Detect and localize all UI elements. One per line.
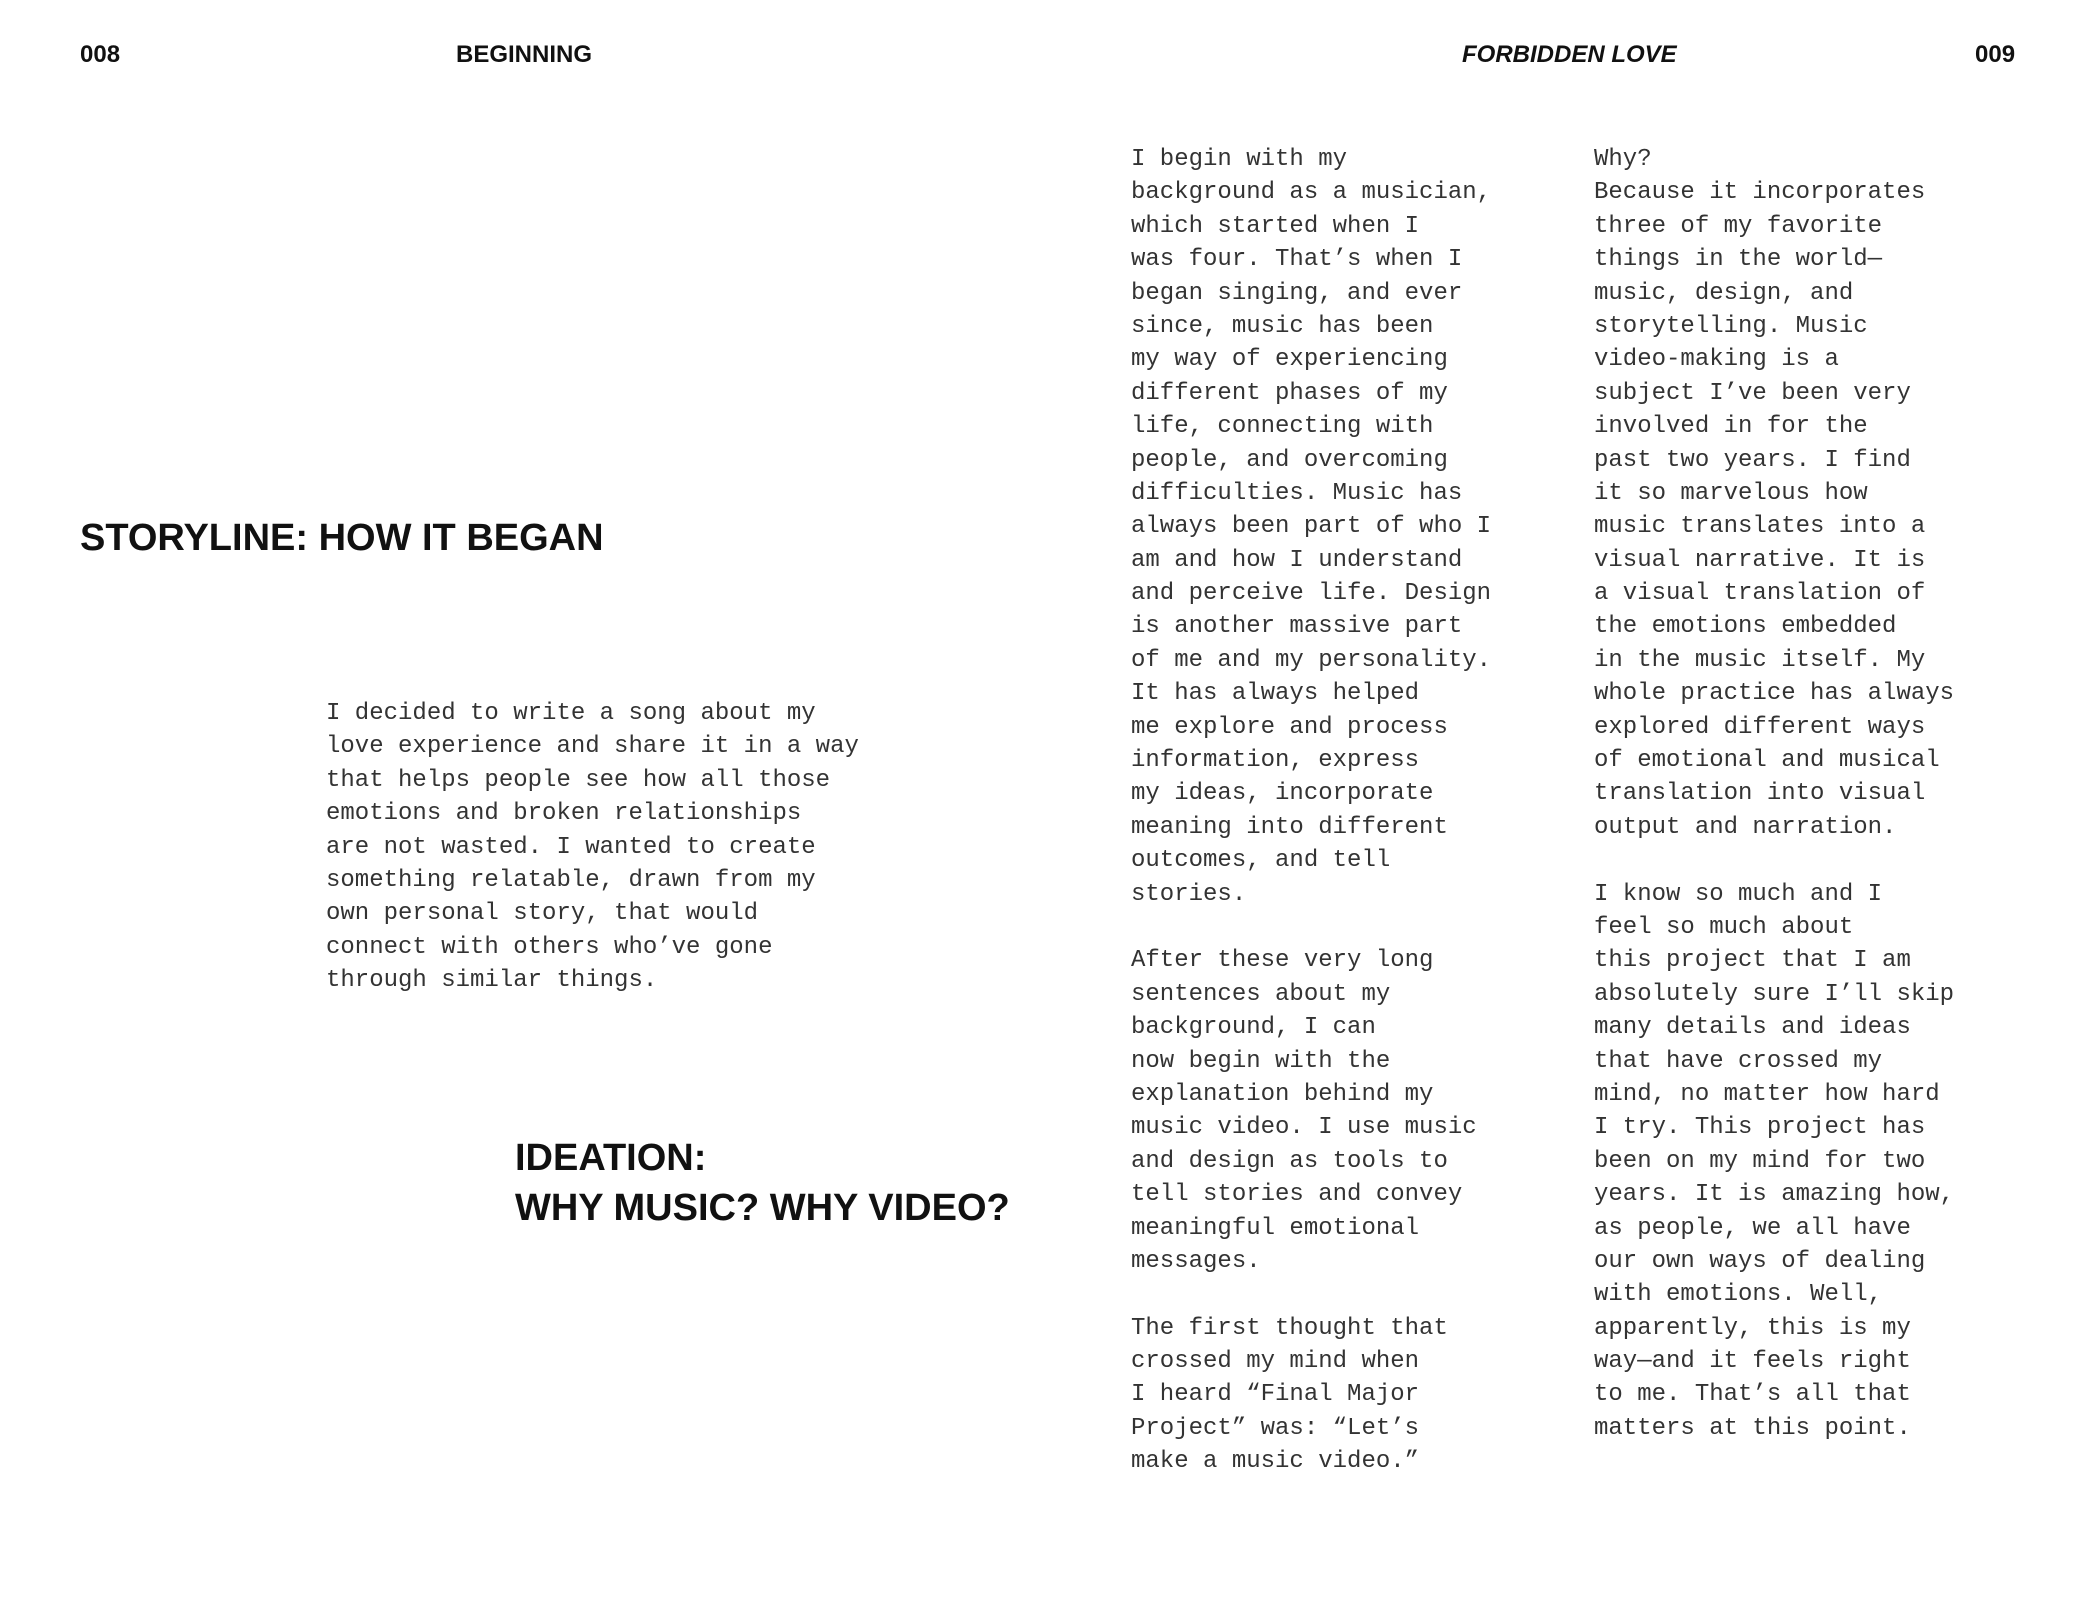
text-line: visual narrative. It is bbox=[1594, 546, 1926, 574]
text-line: whole practice has always bbox=[1594, 680, 1955, 708]
text-line: meaningful emotional bbox=[1131, 1214, 1420, 1242]
text-line: way—and it feels right bbox=[1594, 1348, 1911, 1376]
text-line: music, design, and bbox=[1594, 279, 1854, 307]
text-line: been on my mind for two bbox=[1594, 1147, 1926, 1175]
body-column-1 bbox=[1131, 143, 1491, 1479]
text-line: explanation behind my bbox=[1131, 1080, 1434, 1108]
text-line: music translates into a bbox=[1594, 513, 1926, 541]
text-line: apparently, this is my bbox=[1594, 1314, 1911, 1342]
text-line: explored different ways bbox=[1594, 713, 1926, 741]
text-line: I try. This project has bbox=[1594, 1114, 1926, 1142]
text-line: connect with others who’ve gone bbox=[326, 933, 773, 961]
text-line: the emotions embedded bbox=[1594, 613, 1897, 641]
text-line: my ideas, incorporate bbox=[1131, 780, 1434, 808]
paragraph-break bbox=[1131, 1278, 1491, 1311]
text-line: I heard “Final Major bbox=[1131, 1381, 1420, 1409]
text-line: of emotional and musical bbox=[1594, 747, 1940, 775]
text-line: background, I can bbox=[1131, 1014, 1376, 1042]
text-line: tell stories and convey bbox=[1131, 1181, 1463, 1209]
section-title-storyline: STORYLINE: HOW IT BEGAN bbox=[80, 517, 604, 559]
text-line: as people, we all have bbox=[1594, 1214, 1911, 1242]
text-line: and perceive life. Design bbox=[1131, 580, 1492, 608]
text-line: it so marvelous how bbox=[1594, 479, 1868, 507]
text-line: am and how I understand bbox=[1131, 546, 1463, 574]
text-line: which started when I bbox=[1131, 212, 1420, 240]
text-line: are not wasted. I wanted to create bbox=[326, 833, 816, 861]
text-line: in the music itself. My bbox=[1594, 646, 1926, 674]
text-line: years. It is amazing how, bbox=[1594, 1181, 1955, 1209]
text-line: me explore and process bbox=[1131, 713, 1448, 741]
text-line: a visual translation of bbox=[1594, 580, 1926, 608]
text-line: crossed my mind when bbox=[1131, 1348, 1420, 1376]
text-line: three of my favorite bbox=[1594, 212, 1883, 240]
text-line: to me. That’s all that bbox=[1594, 1381, 1911, 1409]
ideation-title-line-2: WHY MUSIC? WHY VIDEO? bbox=[515, 1187, 1010, 1229]
text-line: mind, no matter how hard bbox=[1594, 1080, 1940, 1108]
text-line: and design as tools to bbox=[1131, 1147, 1448, 1175]
text-line: absolutely sure I’ll skip bbox=[1594, 980, 1955, 1008]
text-line: video-making is a bbox=[1594, 346, 1839, 374]
text-line: music video. I use music bbox=[1131, 1114, 1477, 1142]
text-line: translation into visual bbox=[1594, 780, 1926, 808]
text-line: sentences about my bbox=[1131, 980, 1391, 1008]
text-line: my way of experiencing bbox=[1131, 346, 1448, 374]
text-line: love experience and share it in a way bbox=[326, 733, 859, 761]
right-running-head: FORBIDDEN LOVE bbox=[1462, 41, 1677, 68]
text-line: own personal story, that would bbox=[326, 900, 759, 928]
right-page-number: 009 bbox=[1975, 41, 2016, 68]
text-line: that have crossed my bbox=[1594, 1047, 1883, 1075]
text-line: outcomes, and tell bbox=[1131, 847, 1391, 875]
text-line: different phases of my bbox=[1131, 379, 1448, 407]
text-line: information, express bbox=[1131, 747, 1420, 775]
text-line: meaning into different bbox=[1131, 813, 1448, 841]
text-line: feel so much about bbox=[1594, 913, 1854, 941]
text-line: people, and overcoming bbox=[1131, 446, 1448, 474]
text-line: I decided to write a song about my bbox=[326, 700, 816, 727]
text-line: After these very long bbox=[1131, 947, 1434, 975]
text-line: was four. That’s when I bbox=[1131, 246, 1463, 274]
text-line: life, connecting with bbox=[1131, 413, 1434, 441]
text-line: matters at this point. bbox=[1594, 1414, 1911, 1442]
text-line: Project” was: “Let’s bbox=[1131, 1414, 1420, 1442]
text-line: things in the world— bbox=[1594, 246, 1883, 274]
left-running-head: BEGINNING bbox=[456, 41, 593, 68]
paragraph-break bbox=[1594, 844, 1954, 877]
text-line: subject I’ve been very bbox=[1594, 379, 1911, 407]
text-line: many details and ideas bbox=[1594, 1014, 1911, 1042]
text-line: something relatable, drawn from my bbox=[326, 866, 816, 894]
text-line: background as a musician, bbox=[1131, 179, 1492, 207]
text-line: of me and my personality. bbox=[1131, 646, 1492, 674]
text-line: with emotions. Well, bbox=[1594, 1281, 1883, 1309]
text-line: stories. bbox=[1131, 880, 1247, 908]
text-line: difficulties. Music has bbox=[1131, 479, 1463, 507]
ideation-title bbox=[515, 1133, 1010, 1233]
intro-paragraph bbox=[326, 697, 859, 998]
text-line: this project that I am bbox=[1594, 947, 1911, 975]
text-line: is another massive part bbox=[1131, 613, 1463, 641]
text-line: emotions and broken relationships bbox=[326, 800, 802, 828]
text-line: output and narration. bbox=[1594, 813, 1897, 841]
text-line: messages. bbox=[1131, 1247, 1261, 1275]
text-line: always been part of who I bbox=[1131, 513, 1492, 541]
text-line: I begin with my bbox=[1131, 146, 1348, 173]
text-line: through similar things. bbox=[326, 967, 658, 995]
text-line: make a music video.” bbox=[1131, 1448, 1420, 1476]
text-line: storytelling. Music bbox=[1594, 312, 1868, 340]
text-line: involved in for the bbox=[1594, 413, 1868, 441]
text-line: Why? bbox=[1594, 146, 1652, 173]
body-column-2 bbox=[1594, 143, 1954, 1445]
text-line: I know so much and I bbox=[1594, 880, 1883, 908]
text-line: since, music has been bbox=[1131, 312, 1434, 340]
left-page-number: 008 bbox=[80, 41, 121, 68]
text-line: past two years. I find bbox=[1594, 446, 1911, 474]
text-line: now begin with the bbox=[1131, 1047, 1391, 1075]
text-line: Because it incorporates bbox=[1594, 179, 1926, 207]
paragraph-break bbox=[1131, 911, 1491, 944]
text-line: began singing, and ever bbox=[1131, 279, 1463, 307]
text-line: It has always helped bbox=[1131, 680, 1420, 708]
text-line: The first thought that bbox=[1131, 1314, 1448, 1342]
text-line: that helps people see how all those bbox=[326, 766, 831, 794]
text-line: our own ways of dealing bbox=[1594, 1247, 1926, 1275]
ideation-title-line-1: IDEATION: bbox=[515, 1137, 707, 1179]
